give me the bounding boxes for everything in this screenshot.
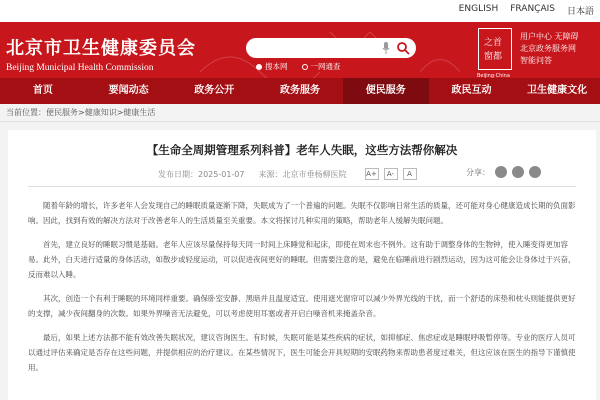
article-title: 【生命全周期管理系列科普】老年人失眠，这些方法帮你解决: [146, 143, 458, 157]
search-icon[interactable]: [396, 41, 410, 55]
font-increase-button[interactable]: A+: [366, 170, 377, 178]
radio-selected-icon: [256, 64, 262, 70]
article-paragraph: 最后，如果上述方法都不能有效改善失眠状况，建议咨询医生。有时候，失眠可能是某些疾病的症状，如抑郁症、焦虑症或是睡眠呼吸暂停等。专业的医疗人员可以通过评估来确定是否存在这些问题，并提供相应的治疗建议。在某些情况下，医生可能会开具短期的安眠药物来帮助患者度过难关，但这应该在医生的指导下谨慎使用。: [28, 333, 576, 372]
article-source: 来源：北京市垂杨柳医院: [258, 169, 347, 179]
capital-logo-icon: [479, 29, 513, 71]
brand[interactable]: [6, 34, 196, 73]
breadcrumb-prefix: 当前位置：: [6, 108, 46, 117]
breadcrumb: [0, 104, 600, 122]
nav-item-home[interactable]: 首页: [32, 85, 53, 96]
gov-service-link[interactable]: 北京政务服务网: [520, 44, 576, 53]
nav-item-health-culture[interactable]: 卫生健康文化: [527, 85, 588, 96]
search-scope: [256, 61, 341, 72]
breadcrumb-health-knowledge[interactable]: 健康知识: [84, 108, 117, 117]
svg-text:窗都: 窗都: [484, 52, 503, 62]
article-paragraph: 其次，创造一个有利于睡眠的环境同样重要。确保卧室安静、黑暗并且温度适宜。使用遮光窗帘可以减少外界光线的干扰，而一个舒适的床垫和枕头则能提供更好的支撑，减少夜间翻身的次数。如果外界噪音无法避免，可以考虑使用耳塞或者开启白噪音机来掩盖杂音。: [28, 294, 576, 318]
article-body: [28, 198, 578, 384]
language-links: [459, 4, 594, 17]
share-bar: [466, 166, 541, 178]
microphone-icon[interactable]: [382, 42, 390, 54]
publish-date: 发布日期：2025-01-07: [158, 169, 245, 179]
capital-logo-caption: Beijing·China: [477, 73, 510, 78]
scope-site-option[interactable]: [256, 61, 288, 72]
share-label: 分享：: [466, 167, 490, 177]
nav-item-news[interactable]: 要闻动态: [108, 85, 149, 96]
search-box[interactable]: [246, 38, 416, 58]
font-size-controls: [365, 168, 417, 180]
breadcrumb-separator: >: [116, 108, 124, 117]
lang-english-link[interactable]: ENGLISH: [458, 4, 499, 14]
font-decrease-button[interactable]: A-: [384, 168, 398, 180]
main-nav: [0, 78, 600, 104]
weibo-icon[interactable]: [495, 166, 507, 178]
svg-text:之首: 之首: [484, 38, 503, 48]
qq-icon[interactable]: [529, 166, 541, 178]
breadcrumb-separator: >: [78, 108, 85, 117]
site-header: [0, 22, 600, 78]
article-paragraph: 随着年龄的增长，许多老年人会发现自己的睡眠质量逐渐下降，失眠成为了一个普遍的问题。失眠不仅影响日常生活的质量，还可能对身心健康造成长期的负面影响。因此，找到有效的解决方法对于改善老年人的生活质量至关重要。本文将探讨几种实用的策略，帮助老年人缓解失眠问题。: [28, 201, 576, 225]
scope-site-label: 搜本网: [265, 62, 288, 71]
breadcrumb-healthy-living[interactable]: 健康生活: [123, 108, 156, 117]
scope-all-label: 一网通查: [310, 62, 341, 71]
nav-item-public-service[interactable]: 便民服务: [343, 78, 429, 104]
article-meta: [158, 168, 417, 180]
wechat-icon[interactable]: [512, 166, 524, 178]
font-reset-button[interactable]: A: [403, 168, 417, 180]
language-bar: [0, 0, 600, 22]
lang-french-link[interactable]: FRANÇAIS: [510, 4, 555, 14]
lang-japanese-link[interactable]: 日本語: [566, 7, 594, 17]
external-links: [520, 31, 579, 67]
nav-item-interaction[interactable]: 政民互动: [451, 85, 492, 96]
nav-item-gov-service[interactable]: 政务服务: [280, 85, 321, 96]
radio-icon: [302, 64, 308, 70]
nav-item-gov-info[interactable]: 政务公开: [194, 85, 235, 96]
title-divider: [28, 186, 576, 187]
breadcrumb-public-service[interactable]: 便民服务: [46, 108, 78, 117]
brand-title-cn: 北京市卫生健康委员会: [6, 38, 196, 59]
scope-all-option[interactable]: [302, 61, 341, 72]
user-center-link[interactable]: 用户中心 无障碍: [520, 32, 579, 41]
article: [8, 130, 596, 400]
brand-title-en: Beijing Municipal Health Commission: [6, 63, 154, 73]
smart-qa-link[interactable]: 智能问答: [520, 56, 552, 65]
capital-logo[interactable]: [477, 28, 512, 78]
article-paragraph: 首先，建立良好的睡眠习惯是基础。老年人应该尽量保持每天同一时间上床睡觉和起床，即使在周末也不例外。这有助于调整身体的生物钟，使入睡变得更加容易。此外，白天进行适量的身体活动，如散步或轻度运动，可以促进夜间更好的睡眠。但需要注意的是，避免在临睡前进行剧烈运动，因为这可能会让身体过于兴奋，反而难以入睡。: [28, 240, 576, 279]
